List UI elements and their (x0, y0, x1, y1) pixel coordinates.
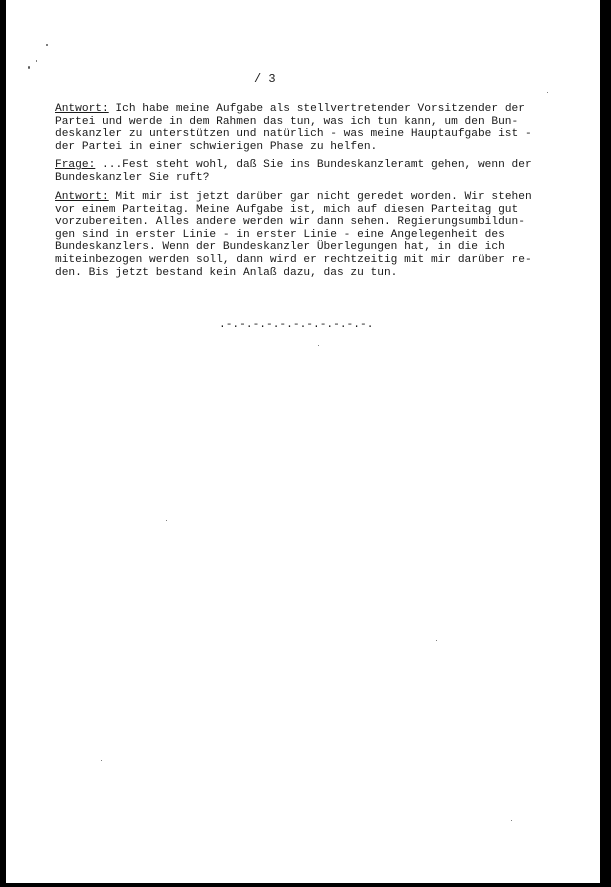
question-label: Frage: (55, 159, 96, 171)
paragraph-line: vor einem Parteitag. Meine Aufgabe ist, mich auf diesen Parteitag gut (55, 203, 519, 216)
question-paragraph (55, 159, 555, 184)
answer-paragraph-2 (55, 191, 555, 279)
paragraph-line: der Partei in einer schwierigen Phase zu helfen. (55, 140, 378, 153)
paragraph-line: Frage: ...Fest steht wohl, daß Sie ins Bundeskanzleramt gehen, wenn der (55, 159, 532, 171)
answer-label: Antwort: (55, 103, 109, 115)
document-page (6, 0, 600, 883)
paragraph-line: Bundeskanzler Sie ruft? (55, 171, 210, 184)
scan-border (600, 0, 611, 887)
scan-speck (28, 66, 30, 69)
paragraph-line: miteinbezogen werden soll, dann wird er rechtzeitig mit mir darüber re- (55, 253, 532, 266)
answer-label: Antwort: (55, 191, 109, 203)
paragraph-line: Bundeskanzlers. Wenn der Bundeskanzler Überlegungen hat, in die ich (55, 241, 505, 254)
paragraph-line: den. Bis jetzt bestand kein Anlaß dazu, das zu tun. (55, 266, 398, 279)
scan-speck (36, 60, 37, 62)
paragraph-line: gen sind in erster Linie - in erster Linie - eine Angelegenheit des (55, 228, 505, 241)
paragraph-line: Partei und werde in dem Rahmen das tun, was ich tun kann, um den Bun- (55, 115, 519, 128)
scan-speck (547, 92, 548, 93)
paragraph-line: vorzubereiten. Alles andere werden wir dann sehen. Regierungsumbildun- (55, 216, 525, 229)
paragraph-line: deskanzler zu unterstützen und natürlich - was meine Hauptaufgabe ist - (55, 128, 532, 141)
answer-paragraph-1 (55, 103, 555, 153)
scan-speck (511, 820, 512, 821)
scan-speck (318, 345, 319, 346)
scan-speck (166, 520, 167, 521)
scan-speck (46, 44, 48, 46)
scan-speck (436, 640, 437, 641)
scan-speck (101, 760, 102, 761)
paragraph-line: Antwort: Mit mir ist jetzt darüber gar nicht geredet worden. Wir stehen (55, 191, 532, 203)
paragraph-line: Antwort: Ich habe meine Aufgabe als stellvertretender Vorsitzender der (55, 103, 525, 115)
page-number: / 3 (254, 72, 276, 86)
section-separator: .-.-.-.-.-.-.-.-.-.-.-. (219, 319, 374, 331)
